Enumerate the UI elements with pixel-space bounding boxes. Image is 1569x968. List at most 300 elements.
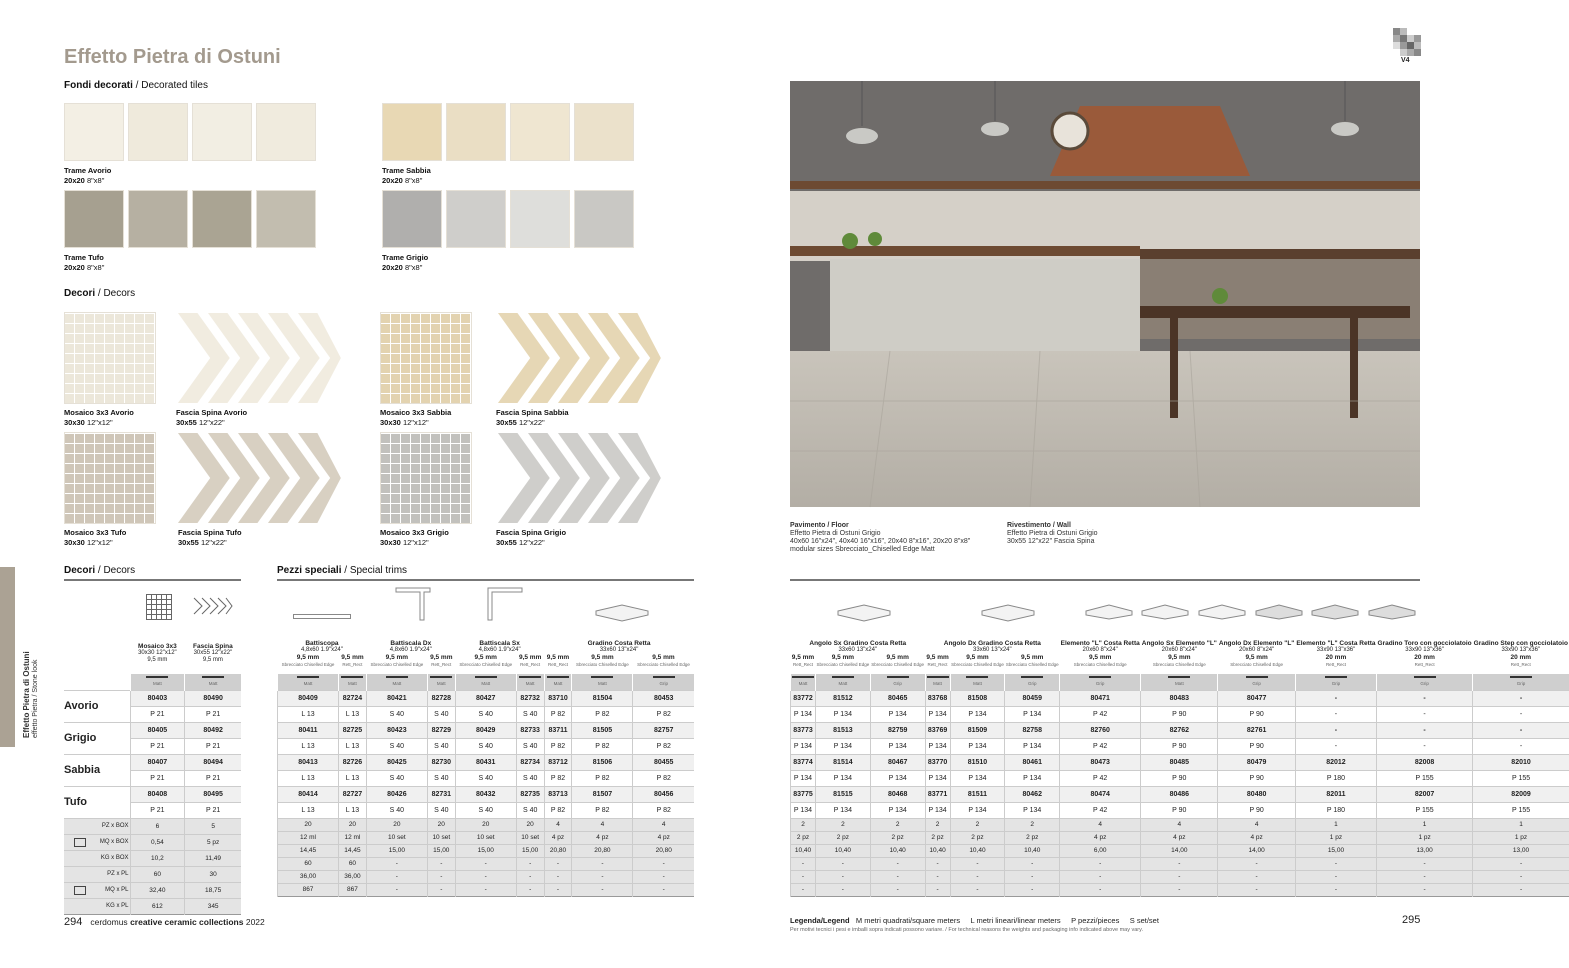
table-cell: P 134: [1005, 802, 1060, 818]
group-header: [791, 630, 926, 654]
tile-image: [192, 103, 252, 161]
table-cell: P 134: [791, 770, 816, 786]
finish-label: Matt: [208, 681, 218, 687]
finish-label: Matt: [525, 681, 535, 687]
table-cell: P 134: [791, 738, 816, 754]
group-size: 33x60 13"x24": [973, 647, 1012, 653]
table-cell: -: [1377, 722, 1473, 738]
table-cell: P 90: [1141, 802, 1218, 818]
table-cell: 83768: [925, 690, 950, 706]
table-cell: -: [366, 883, 427, 896]
group-name: Angolo Dx Elemento "L": [1218, 639, 1295, 647]
finish-label: Matt: [598, 681, 607, 687]
thickness: 9,5 mm: [546, 654, 570, 661]
table-decors-heading: Decori / Decors: [64, 565, 136, 576]
table-cell: 81511: [950, 786, 1005, 802]
finish-icon: [1021, 676, 1043, 678]
table-cell: P 82: [544, 706, 572, 722]
table-cell: -: [1060, 883, 1141, 896]
table-cell: 80462: [1005, 786, 1060, 802]
tile-caption: Trame Avorio 20x20 8"x8": [64, 166, 112, 185]
table-cell: P 42: [1060, 706, 1141, 722]
table-cell: P 82: [633, 738, 694, 754]
table-cell: -: [1377, 738, 1473, 754]
table-cell: P 82: [633, 706, 694, 722]
group-size: 4,8x60 1.9"x24": [478, 647, 521, 653]
table-cell: P 134: [870, 802, 925, 818]
table-cell: 81512: [816, 690, 871, 706]
table-cell: -: [1141, 870, 1218, 883]
finish-icon: [1168, 676, 1190, 678]
table-cell: -: [1141, 883, 1218, 896]
table-cell: 81514: [816, 754, 871, 770]
table-cell: 82012: [1295, 754, 1376, 770]
table-cell: L 13: [278, 770, 339, 786]
finish-icon: [475, 676, 497, 678]
thickness-header: [1060, 654, 1141, 674]
finish-label: Matt: [303, 681, 313, 687]
finish-header: [1377, 674, 1473, 690]
table-cell: 11,49: [185, 850, 241, 866]
finish-icon: [1089, 676, 1111, 678]
table-cell: S 40: [516, 770, 544, 786]
finish-label: Grip: [893, 681, 902, 687]
table-cell: -: [1473, 706, 1569, 722]
finish-label: Grip: [1516, 681, 1526, 687]
table-cell: 80473: [1060, 754, 1141, 770]
table-cell: 82758: [1005, 722, 1060, 738]
table-cell: -: [544, 870, 572, 883]
table-cell: 81515: [816, 786, 871, 802]
table-cell: -: [516, 883, 544, 896]
thickness-header: [544, 654, 572, 674]
table-cell: 82728: [427, 690, 455, 706]
table-cell: 80465: [870, 690, 925, 706]
group-name: Elemento "L" Costa Retta: [1296, 639, 1376, 647]
finish-icon: [591, 676, 613, 678]
table-cell: 82010: [1473, 754, 1569, 770]
group-header: [278, 630, 367, 654]
table-cell: 80423: [366, 722, 427, 738]
box-icon: [74, 838, 86, 847]
edge-type: Sbrecciato Chiselled Edge: [637, 661, 690, 667]
herringbone-swatch: [176, 432, 342, 524]
edge-type: Sbrecciato Chiselled Edge: [459, 661, 513, 667]
table-cell: 20: [516, 818, 544, 831]
decors-heading: Decori / Decors: [64, 288, 136, 299]
table-cell: 83772: [791, 690, 816, 706]
table-cell: P 180: [1295, 770, 1376, 786]
table-cell: P 180: [1295, 802, 1376, 818]
group-name: Gradino Step con gocciolatoio: [1473, 639, 1568, 647]
table-cell: S 40: [455, 738, 516, 754]
table-cell: 4: [1060, 818, 1141, 831]
table-cell: 80486: [1141, 786, 1218, 802]
finish-header: [339, 674, 367, 690]
table-cell: S 40: [516, 706, 544, 722]
pack-label: [64, 850, 130, 866]
table-cell: 82757: [633, 722, 694, 738]
table-cell: P 82: [544, 802, 572, 818]
table-cell: 80427: [455, 690, 516, 706]
table-cell: P 90: [1141, 770, 1218, 786]
tile-image: [192, 190, 252, 248]
finish-header: [791, 674, 816, 690]
thickness-header: [925, 654, 950, 674]
thickness-header: [791, 654, 816, 674]
table-cell: -: [455, 870, 516, 883]
table-cell: 82760: [1060, 722, 1141, 738]
table-cell: 15,00: [1295, 844, 1376, 857]
table-cell: -: [816, 883, 871, 896]
table-cell: 14,45: [339, 844, 367, 857]
table-cell: 60: [339, 857, 367, 870]
table-cell: 81505: [572, 722, 633, 738]
thickness-header: [455, 654, 516, 674]
table-cell: 80432: [455, 786, 516, 802]
spacer: [185, 664, 241, 674]
table-cell: 82732: [516, 690, 544, 706]
table-cell: 12 ml: [339, 831, 367, 844]
table-cell: -: [1005, 857, 1060, 870]
decor-caption: Fascia Spina Grigio 30x55 12"x22": [496, 528, 567, 547]
table-cell: 0,54: [130, 834, 185, 850]
table-cell: 80490: [185, 690, 241, 706]
decors-table: [64, 630, 241, 915]
table-cell: P 90: [1141, 738, 1218, 754]
table-cell: P 134: [791, 706, 816, 722]
thickness: 9,5 mm: [474, 654, 497, 661]
table-cell: 15,00: [366, 844, 427, 857]
finish-header: [427, 674, 455, 690]
table-cell: 82733: [516, 722, 544, 738]
legend-note: Per motivi tecnici i pesi e imballi sopra indicati possono variare. / For technical reasons the weights and packaging info indicated above may vary.: [790, 927, 1143, 933]
table-cell: 80468: [870, 786, 925, 802]
finish-header: [816, 674, 871, 690]
step-drip-icon: [1367, 603, 1417, 619]
thickness-header: [572, 654, 633, 674]
mosaic-swatch: [380, 432, 472, 524]
edge-type: Sbrecciato Chiselled Edge: [370, 661, 424, 667]
table-cell: P 21: [130, 706, 185, 722]
table-cell: P 82: [572, 706, 633, 722]
table-cell: -: [1473, 738, 1569, 754]
table-cell: P 155: [1377, 802, 1473, 818]
thickness-header: [1005, 654, 1060, 674]
table-cell: P 134: [1005, 706, 1060, 722]
table-cell: 82009: [1473, 786, 1569, 802]
table-cell: 10 set: [427, 831, 455, 844]
table-cell: 82735: [516, 786, 544, 802]
table-cell: -: [870, 870, 925, 883]
tile-image: [256, 103, 316, 161]
thickness-header: [1141, 654, 1218, 674]
finish-header: [278, 674, 339, 690]
thickness-header: [339, 654, 367, 674]
table-cell: 2 pz: [870, 831, 925, 844]
tile-image: [382, 103, 442, 161]
pack-label-text: PZ x PL: [107, 871, 129, 877]
table-cell: 4 pz: [1218, 831, 1296, 844]
finish-label: Matt: [392, 681, 402, 687]
color-grid-icon: [1393, 28, 1421, 56]
table-cell: P 21: [185, 802, 241, 818]
herringbone-swatch: [496, 312, 662, 404]
table-cell: 82762: [1141, 722, 1218, 738]
table-cell: 60: [130, 866, 185, 882]
group-name: Elemento "L" Costa Retta: [1060, 639, 1140, 647]
thickness: 9,5 mm: [296, 654, 320, 661]
table-cell: 80431: [455, 754, 516, 770]
finish-header: [1060, 674, 1141, 690]
table-cell: 2 pz: [950, 831, 1005, 844]
table-cell: 4: [544, 818, 572, 831]
table-cell: 2: [925, 818, 950, 831]
finish-label: Matt: [348, 681, 357, 687]
finish-label: Matt: [973, 681, 982, 687]
table-cell: P 82: [633, 802, 694, 818]
table-cell: -: [1060, 857, 1141, 870]
table-cell: -: [1295, 738, 1376, 754]
table-cell: -: [1473, 857, 1569, 870]
edge-type: Rett_Rect: [792, 661, 813, 667]
group-header: [1141, 630, 1218, 654]
table-cell: P 82: [572, 738, 633, 754]
finish-icon: [653, 676, 675, 678]
thickness: 20 mm: [1510, 654, 1532, 661]
finish-icon: [966, 676, 988, 678]
l-element-20mm-icon: [1254, 603, 1304, 619]
table-cell: 1 pz: [1295, 831, 1376, 844]
finish-icon: [386, 676, 408, 678]
color-label: Avorio: [64, 690, 130, 722]
table-cell: -: [1473, 690, 1569, 706]
table-cell: -: [366, 857, 427, 870]
edge-type: Sbrecciato Chiselled Edge: [871, 661, 925, 667]
finish-label: Grip: [1027, 681, 1037, 687]
table-cell: -: [870, 857, 925, 870]
table-cell: P 134: [870, 738, 925, 754]
table-cell: 83769: [925, 722, 950, 738]
table-cell: P 134: [925, 706, 950, 722]
table-cell: 4 pz: [572, 831, 633, 844]
table-cell: -: [455, 857, 516, 870]
table-cell: S 40: [427, 802, 455, 818]
table-cell: 15,00: [427, 844, 455, 857]
tile-caption: Trame Tufo 20x20 8"x8": [64, 253, 105, 272]
footer-left: 294 cerdomus creative ceramic collections 2022: [64, 916, 265, 928]
thickness: 9,5 mm: [831, 654, 855, 661]
table-cell: 82730: [427, 754, 455, 770]
table-cell: 345: [185, 898, 241, 914]
mosaic-icon: [146, 594, 172, 620]
group-name: Battiscopa: [305, 639, 339, 647]
table-cell: 2 pz: [816, 831, 871, 844]
edge-type: Rett_Rect: [1325, 661, 1346, 667]
finish-header: [366, 674, 427, 690]
table-cell: -: [950, 870, 1005, 883]
table-cell: P 90: [1218, 802, 1296, 818]
group-name: Battiscala Sx: [479, 639, 520, 647]
table-cell: 81513: [816, 722, 871, 738]
finish-label: Grip: [1095, 681, 1105, 687]
group-header: [1218, 630, 1296, 654]
table-cell: 10,40: [870, 844, 925, 857]
table-cell: L 13: [339, 706, 367, 722]
group-name: Gradino Costa Retta: [587, 639, 651, 647]
thickness: 9,5 mm: [518, 654, 542, 661]
table-cell: 867: [339, 883, 367, 896]
group-header: [544, 630, 694, 654]
table-cell: -: [791, 883, 816, 896]
table-cell: P 155: [1377, 770, 1473, 786]
table-cell: 83710: [544, 690, 572, 706]
header-size: 30x30 12"x12": [138, 650, 177, 656]
table-cell: -: [516, 870, 544, 883]
table-cell: 20,80: [544, 844, 572, 857]
table-cell: 4: [633, 818, 694, 831]
table-cell: 82727: [339, 786, 367, 802]
table-cell: -: [925, 870, 950, 883]
table-cell: 10,40: [816, 844, 871, 857]
divider: [277, 579, 694, 581]
table-cell: 10,40: [791, 844, 816, 857]
table-cell: 82008: [1377, 754, 1473, 770]
table-cell: 80453: [633, 690, 694, 706]
stair-skirting-left-icon: [484, 586, 524, 622]
page-number-right: 295: [1402, 914, 1421, 926]
edge-type: Sbrecciato Chiselled Edge: [576, 661, 629, 667]
thickness: 9,5 mm: [886, 654, 909, 661]
thickness: 9,5 mm: [1245, 654, 1268, 661]
finish-label: Matt: [553, 681, 563, 687]
table-cell: P 90: [1218, 770, 1296, 786]
table-cell: P 134: [791, 802, 816, 818]
tile-image: [64, 103, 124, 161]
table-cell: -: [427, 883, 455, 896]
table-cell: 4: [572, 818, 633, 831]
table-cell: 80495: [185, 786, 241, 802]
table-cell: P 90: [1141, 706, 1218, 722]
finish-header: [633, 674, 694, 690]
table-cell: 80409: [278, 690, 339, 706]
header-size: 30x55 12"x22": [193, 650, 233, 656]
table-cell: -: [1060, 870, 1141, 883]
herringbone-swatch: [176, 312, 342, 404]
table-cell: P 155: [1473, 770, 1569, 786]
table-cell: 80494: [185, 754, 241, 770]
finish-label: Matt: [933, 681, 942, 687]
side-tab: [0, 567, 15, 747]
table-cell: 1: [1295, 818, 1376, 831]
group-header: [1060, 630, 1141, 654]
group-name: Angolo Sx Elemento "L": [1141, 639, 1217, 647]
table-cell: 4: [1141, 818, 1218, 831]
table-cell: -: [1218, 883, 1296, 896]
spacer: [130, 664, 185, 674]
header-thickness: 9,5 mm: [147, 657, 168, 663]
table-cell: 83713: [544, 786, 572, 802]
table-cell: 82724: [339, 690, 367, 706]
table-cell: 80408: [130, 786, 185, 802]
table-cell: 5: [185, 818, 241, 834]
table-cell: -: [633, 883, 694, 896]
group-size: 33x60 13"x24": [599, 647, 639, 653]
table-cell: 32,40: [130, 882, 185, 898]
edge-type: Rett_Rect: [927, 661, 948, 667]
finish-icon: [341, 676, 363, 678]
table-cell: 80480: [1218, 786, 1296, 802]
finish-label: Grip: [1331, 681, 1341, 687]
table-cell: P 82: [633, 770, 694, 786]
table-cell: 36,00: [339, 870, 367, 883]
table-cell: 2: [1005, 818, 1060, 831]
decor-caption: Mosaico 3x3 Sabbia 30x30 12"x12": [380, 408, 452, 427]
legend: Legenda/Legend M metri quadrati/square meters L metri lineari/linear meters P pezzi/pieces S set/set: [790, 916, 1159, 925]
table-cell: 80405: [130, 722, 185, 738]
pack-label: [64, 882, 130, 898]
table-cell: 20: [278, 818, 339, 831]
table-cell: 1: [1473, 818, 1569, 831]
edge-type: Rett_Rect: [1510, 661, 1531, 667]
table-cell: 20: [366, 818, 427, 831]
mosaic-swatch: [64, 432, 156, 524]
table-cell: P 82: [572, 770, 633, 786]
table-cell: L 13: [339, 802, 367, 818]
table-cell: 2 pz: [791, 831, 816, 844]
pallet-icon: [74, 886, 86, 895]
decor-caption: Mosaico 3x3 Tufo 30x30 12"x12": [64, 528, 127, 547]
table-cell: 80403: [130, 690, 185, 706]
finish-label: Matt: [1174, 681, 1184, 687]
kitchen-photo: [790, 81, 1420, 507]
table-cell: S 40: [455, 802, 516, 818]
herringbone-swatch: [496, 432, 662, 524]
tile-image: [574, 190, 634, 248]
finish-icon: [297, 676, 319, 678]
table-cell: -: [791, 857, 816, 870]
table-cell: S 40: [427, 706, 455, 722]
thickness-header: [816, 654, 871, 674]
table-cell: 82007: [1377, 786, 1473, 802]
group-name: Angolo Sx Gradino Costa Retta: [809, 639, 907, 647]
thickness: 9,5 mm: [341, 654, 364, 661]
side-label: Effetto Pietra di Ostuni: [22, 651, 31, 738]
pack-label: [64, 818, 130, 834]
table-cell: -: [1295, 722, 1376, 738]
group-size: 20x60 8"x24": [1161, 647, 1197, 653]
group-name: Gradino Toro con gocciolatoio: [1377, 639, 1472, 647]
table-cell: 80421: [366, 690, 427, 706]
table-cell: P 42: [1060, 802, 1141, 818]
table-cell: 14,00: [1141, 844, 1218, 857]
decor-caption: Fascia Spina Tufo 30x55 12"x22": [178, 528, 242, 547]
table-cell: P 134: [950, 802, 1005, 818]
table-cell: 83711: [544, 722, 572, 738]
finish-header: [1218, 674, 1296, 690]
thickness: 9,5 mm: [926, 654, 949, 661]
table-cell: 612: [130, 898, 185, 914]
table-cell: 6,00: [1060, 844, 1141, 857]
table-cell: 80413: [278, 754, 339, 770]
edge-type: Sbrecciato Chiselled Edge: [1073, 661, 1127, 667]
table-cell: 2 pz: [925, 831, 950, 844]
mosaic-swatch: [380, 312, 472, 404]
table-cell: P 134: [1005, 770, 1060, 786]
table-cell: 83775: [791, 786, 816, 802]
finish-icon: [1510, 676, 1532, 678]
table-cell: -: [633, 857, 694, 870]
